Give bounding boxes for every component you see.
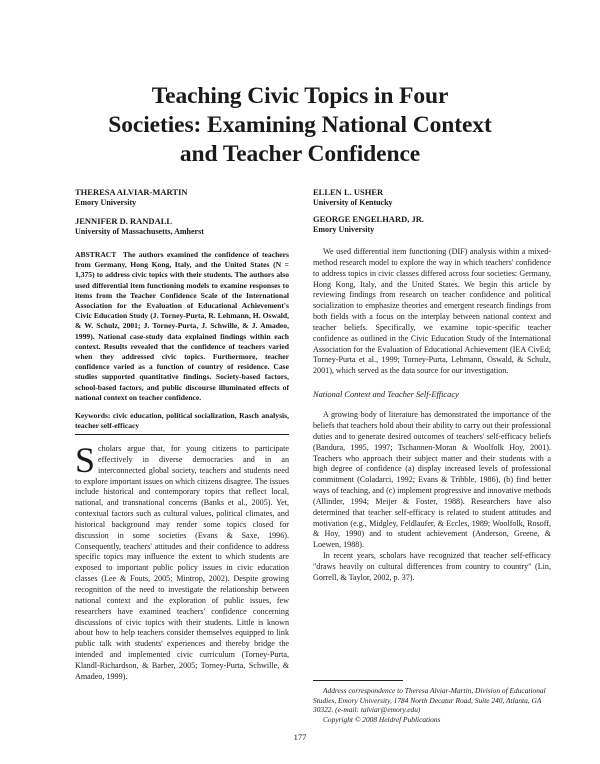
author-affiliation: Emory University <box>313 225 375 234</box>
abstract-text: The authors examined the confidence of teachers from Germany, Hong Kong, Italy, and the United States (N = 1,375) to address civic topics with their students. The authors also used differential item functioning models to examine responses to items from the Teacher Confidence Scale of the International Association for the Evaluation of Educational Achievement's Civic Education Study (J. Torney-Purta, R. Lehmann, H. Oswald, & W. Schulz, 2001; J. Torney-Purta, J. Schwille, & J. Amadeo, 1999). National case-study data explained findings within each context. Results revealed that the confidence of teachers varied when they addressed civic topics. Furthermore, teacher confidence varied as a function of country of residence. Case studies supported quantitative findings. Society-based factors, school-based factors, and public discourse illuminated effects of national context on teacher confidence. <box>75 250 290 402</box>
abstract-divider <box>75 434 289 435</box>
author-randall <box>75 216 204 237</box>
intro-paragraph: cholars argue that, for young citizens to participate effectively in diverse democracies and in an interconnected global society, teachers and students need to explore important issues on which citizens disagree. The issues include historical and contemporary topics that reflect local, national, and transnational concerns (Banks et al., 2005). Yet, contextual factors such as cultural values, political climates, and historical background may render some topics closed for discussion in some societies (Evans & Saxe, 1996). Consequently, teachers' attitudes and their confidence to address specific topics may influence the extent to which students are exposed to important public policy issues in civic education classes (Lee & Fouts, 2005; Mintrop, 2002). Despite growing recognition of the need to investigate the relationship between national context and the exploration of public issues, few researchers have examined teachers' confidence concerning discussions of civic topics with their students. Little is known about how to help teachers consider themselves equipped to link public talk with students' experiences and thereby bridge the intended and implemented civic curriculum (Torney-Purta, Klandl-Richardson, & Barber, 2005; Torney-Purta, Schwille, & Amadeo, 1999). <box>75 444 289 681</box>
title-line-1: Teaching Civic Topics in Four <box>151 83 449 109</box>
author-name: ELLEN L. USHER <box>313 187 384 197</box>
abstract <box>75 250 289 431</box>
body-paragraph-2: A growing body of literature has demonstrated the importance of the beliefs that teachers hold about their ability to carry out their professional duties and to generate desired outcomes of teachers' self-efficacy beliefs (Bandura, 1995, 1997; Tschannen-Moran & Woolfolk Hoy, 2001). Teachers who approach their subject matter and their students with a high degree of confidence (a) display increased levels of professional commitment (Coladarci, 1992; Evans & Tribble, 1986), (b) find better ways of teaching, and (c) implement progressive and innovative methods (Allinder, 1994; Meijer & Foster, 1988). Researchers have also determined that teacher self-efficacy is related to student attitudes and motivation (e.g., Midgley, Feldlaufer, & Eccles, 1989; Woolfolk, Rosoff, & Hoy, 1990) and to student achievement (Anderson, Greene, & Loewen, 1988). <box>313 410 552 550</box>
drop-cap: S <box>75 440 96 480</box>
right-column <box>313 247 551 584</box>
section-heading: National Context and Teacher Self-Efficacy <box>313 390 459 400</box>
author-name: THERESA ALVIAR-MARTIN <box>75 187 188 197</box>
footnote-divider <box>313 680 403 681</box>
author-name: JENNIFER D. RANDALL <box>75 216 173 226</box>
author-affiliation: University of Kentucky <box>313 198 393 207</box>
author-affiliation: University of Massachusetts, Amherst <box>75 227 204 236</box>
author-alviar-martin <box>75 187 188 208</box>
page-number: 177 <box>293 732 307 742</box>
author-name: GEORGE ENGELHARD, JR. <box>313 214 424 224</box>
abstract-label: ABSTRACT <box>75 250 117 259</box>
article-title <box>40 82 560 169</box>
author-affiliation: Emory University <box>75 198 137 207</box>
footnote <box>313 686 551 724</box>
left-column <box>75 440 289 683</box>
keywords-label: Keywords: <box>75 411 111 421</box>
body-paragraph-3: In recent years, scholars have recognized that teacher self-efficacy "draws heavily on cultural differences from country to country" (Lin, Gorrell, & Taylor, 2002, p. 37). <box>313 551 551 582</box>
copyright-note: Copyright © 2008 Heldref Publications <box>323 714 441 724</box>
title-line-2: Societies: Examining National Context <box>108 112 492 138</box>
keywords-text: civic education, political socialization, Rasch analysis, teacher self-efficacy <box>75 411 289 431</box>
author-usher <box>313 187 393 208</box>
title-line-3: and Teacher Confidence <box>179 141 421 167</box>
correspondence-note: Address correspondence to Theresa Alviar-Martin, Division of Educational Studies, Emory University, 1784 North Decatur Road, Suite 240, Atlanta, GA 30322. (e-mail: talviar@emory.edu) <box>313 686 546 715</box>
right-intro-paragraph: We used differential item functioning (DIF) analysis within a mixed-method research model to explore the way in which teachers' confidence to address topics in civic classes differed across four societies: Germany, Hong Kong, Italy, and the United States. We begin this article by reviewing findings from research on teacher confidence and political socialization to emphasize theories and emergent research findings from both fields with a focus on the interplay between national context and teacher beliefs. Specifically, we examine topic-specific teacher confidence as outlined in the Civic Education Study of the International Association for the Evaluation of Educational Achievement (IEA CivEd; Torney-Purta et al., 1999; Torney-Purta, Lehmann, Oswald, & Schulz, 2001), which served as the data source for our investigation. <box>313 247 551 376</box>
author-engelhard <box>313 214 424 235</box>
